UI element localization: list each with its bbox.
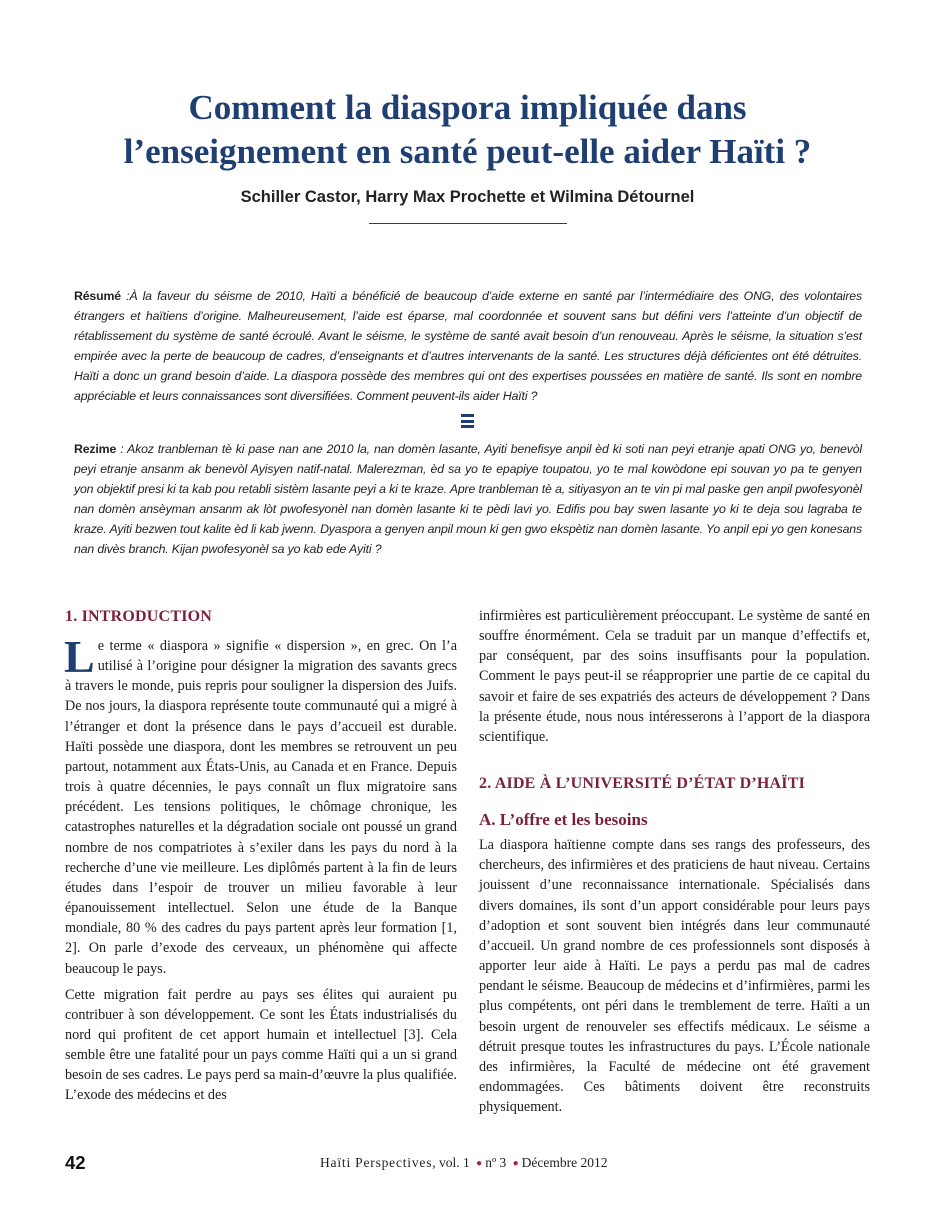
abstract-french: [74, 286, 862, 406]
abstract-creole-label: Rezime: [74, 442, 117, 456]
journal-issue: nº 3: [485, 1155, 507, 1170]
title-divider: [369, 223, 567, 224]
running-footer: [320, 1155, 608, 1171]
abstract-creole: [74, 439, 862, 559]
abstract-creole-text: : Akoz tranbleman tè ki pase nan ane 2010 la, nan domèn lasante, Ayiti benefisye anpil èd ki soti nan peyi etranje apati ONG yo, benevòl peyi etranje ansanm ak benevòl Ayisyen natif-natal. Malerezman, èd sa yo te epapiye toupatou, yo te mal kowòdone epi souvan yo pa te genyen yon objektif presi ki ta kab pou retabli sistèm lasante peyi a ki te kraze. Apre tranbleman tè a, sitiyasyon an te vin pi mal paske gen anpil pwofesyonèl nan domèn ansèyman ansanm ak lòt pwofesyonèl nan domèn lasante ki te pèdi lavi yo. Edifis pou bay swen lasante yo ki te deja sou lagraba te kraze. Ayiti bezwen tout kalite èd li kab jwenn. Dyaspora a genyen anpil moun ki gen gwo ekspètiz nan domèn lasante. Yo anpil epi yo gen konesans nan divès branch. Kijan pwofesyonèl sa yo kab ede Ayiti ?: [74, 442, 862, 556]
haiti-flag-icon: [461, 414, 474, 428]
journal-date: Décembre 2012: [521, 1155, 608, 1170]
intro-paragraph-1-text: e terme « diaspora » signifie « dispersion », en grec. On l’a utilisé à l’origine pour désigner la migration des savants grecs à travers le monde, puis repris pour souligner la dispersion des Juifs. De nos jours, la diaspora représente toute communauté qui a migré à l’étranger et dont la présence dans le pays d’accueil est durable. Haïti possède une diaspora, dont les membres se retrouvent un peu partout, notamment aux États-Unis, au Canada et en France. Depuis trois à quatre décennies, le pays connaît un flux migratoire sans précédent. Les tensions politiques, le chômage chronique, les catastrophes naturelles et la dégradation sociale ont poussé un grand nombre de nos compatriotes à s’exiler dans les pays du nord à la recherche d’une vie meilleure. Les diplômés partent à la fin de leurs études dans l’espoir de trouver un milieu favorable à leur épanouissement intellectuel. Selon une étude de la Banque mondiale, 80 % des cadres du pays partent après leur formation [1, 2]. On parle d’exode des cerveaux, un phénomène qui affecte beaucoup le pays.: [65, 638, 457, 977]
page-number: 42: [65, 1152, 86, 1173]
abstract-french-label: Résumé: [74, 289, 121, 303]
intro-paragraph-2: Cette migration fait perdre au pays ses élites qui auraient pu contribuer à son développement. Ce sont les États industrialisés du nord qui profitent de cet apport humain et intellectuel [3]. Cela semble être une fatalité pour un pays comme Haïti qui a un si grand besoin de ses cadres. Le pays perd sa main-d’œuvre la plus qualifiée. L’exode des médecins et des: [65, 986, 457, 1104]
section-heading-introduction: 1. INTRODUCTION: [65, 608, 213, 625]
journal-volume: , vol. 1: [432, 1155, 470, 1170]
abstract-french-text: :À la faveur du séisme de 2010, Haïti a bénéficié de beaucoup d’aide externe en santé par l’intermédiaire des ONG, des volontaires étrangers et haïtiens d’origine. Malheureusement, l’aide est éparse, mal coordonnée et souvent sans but défini vers l’atteinte d’un objectif de rétablissement du système de santé écroulé. Avant le séisme, le système de santé avait besoin d’un renouveau. Après le séisme, la situation s’est empirée avec la perte de beaucoup de cadres, d’enseignants et d’autres intervenants de la santé. Les structures déjà déficientes ont été détruites. Haïti a donc un grand besoin d’aide. La diaspora possède des membres qui ont des expertises poussées en matière de santé. Ils sont en nombre appréciable et leurs connaissances sont diversifiées. Comment peuvent-ils aider Haïti ?: [74, 289, 862, 403]
right-column: [479, 606, 870, 1117]
article-title: [40, 86, 895, 174]
section-heading-university-aid: 2. AIDE À L’UNIVERSITÉ D’ÉTAT D’HAÏTI: [479, 775, 805, 793]
intro-paragraph-3: infirmières est particulièrement préoccupant. Le système de santé en souffre énormément. Cela se traduit par un manque d’effectifs et, par conséquent, par des soins insuffisants pour la population. Comment le pays peut-il se réapproprier une partie de ce capital du savoir et faire de ses expatriés des acteurs de développement ? Dans la présente étude, nous nous intéresserons à l’apport de la diaspora scientifique.: [479, 608, 870, 745]
left-column: [65, 606, 457, 1106]
subsection-heading-offer-needs: A. L’offre et les besoins: [479, 810, 648, 830]
article-title-line-2: l’enseignement en santé peut-elle aider Haïti ?: [123, 132, 812, 171]
bullet-icon: ●: [512, 1158, 519, 1169]
journal-name: Haïti Perspectives: [320, 1155, 433, 1170]
intro-paragraph-1: [64, 631, 457, 979]
article-title-line-1: Comment la diaspora impliquée dans: [188, 88, 747, 127]
bullet-icon: ●: [476, 1158, 483, 1169]
drop-cap: L: [64, 631, 95, 682]
author-list: Schiller Castor, Harry Max Prochette et Wilmina Détournel: [240, 188, 695, 206]
section2-paragraph-1: La diaspora haïtienne compte dans ses rangs des professeurs, des chercheurs, des infirmières et des praticiens de haut niveau. Certains jouissent d’une reconnaissance internationale. Spécialisés dans divers domaines, ils sont d’un apport considérable pour leurs pays d’adoption et sont souvent bien intégrés dans leur communauté d’accueil. Un grand nombre de ces professionnels sont disposés à apporter leur aide à Haïti. Le pays a perdu pas mal de cadres pendant le séisme. Beaucoup de médecins et d’infirmières, parmi les plus compétents, ont péri dans le tremblement de terre. Haïti a un besoin urgent de renouveler ses effectifs médicaux. Le séisme a détruit presque toutes les infrastructures du pays. L’École nationale des infirmières, la Faculté de médecine ont été gravement endommagées. Ces bâtiments doivent être reconstruits physiquement.: [479, 837, 870, 1116]
